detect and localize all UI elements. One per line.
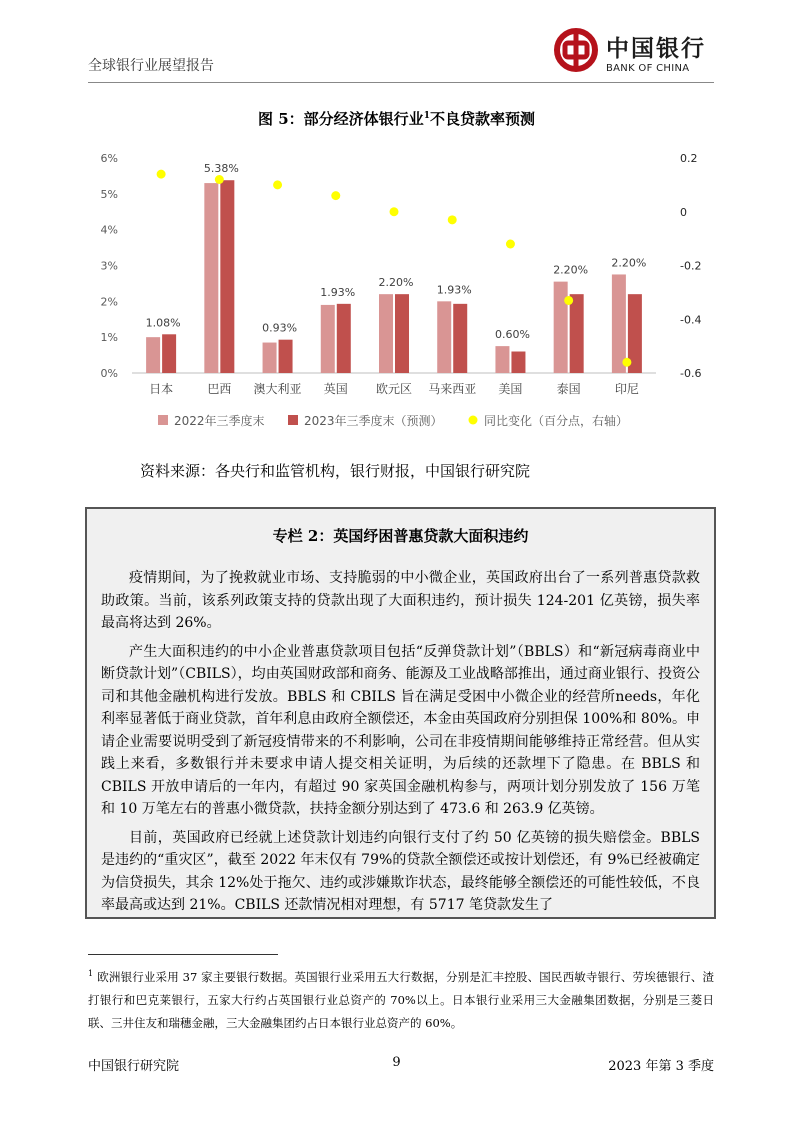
bar-2022q3: [379, 294, 393, 373]
bar-2023q3-forecast: [162, 334, 176, 373]
yoy-change-point: [273, 180, 282, 189]
right-axis-tick-label: -0.4: [680, 313, 702, 327]
figure-source: 资料来源：各央行和监管机构，银行财报，中国银行研究院: [140, 462, 531, 480]
bar-data-label: 2.20%: [611, 256, 647, 270]
category-tick-label: 印尼: [614, 382, 639, 396]
bar-2023q3-forecast: [337, 304, 351, 373]
legend-label: 同比变化（百分点，右轴）: [484, 414, 629, 428]
bar-2023q3-forecast: [511, 352, 525, 374]
legend-swatch: [158, 415, 168, 425]
left-axis-tick-label: 0%: [100, 367, 118, 380]
category-tick-label: 马来西亚: [428, 382, 477, 396]
column-paragraph: 产生大面积违约的中小企业普惠贷款项目包括“反弹贷款计划”（BBLS）和“新冠病毒商业中断贷款计划”（CBILS），均由英国财政部和商务、能源及工业战略部推出，通过商业银行、投资公司和其他金融机构进行发放。BBLS 和 CBILS 旨在满足受困中小微企业的经营所needs，年化利率显著低于商业贷款，首年利息由政府全额偿还，本金由英国政府分别担保 100%和 80%。申请企业需要说明受到了新冠疫情带来的不利影响，公司在非疫情期间能够维持正常经营。但从实践上来看，多数银行并未要求申请人提交相关证明，为后续的还款埋下了隐患。在 BBLS 和 CBILS 开放申请后的一年内，有超过 90 家英国金融机构参与，两项计划分别发放了 156 万笔和 10 万笔左右的普惠小微贷款，扶持金额分别达到了 473.6 和 263.9 亿英镑。: [101, 643, 700, 817]
bar-2022q3: [263, 343, 277, 373]
bar-data-label: 1.08%: [145, 316, 181, 330]
column-paragraph: 疫情期间，为了挽救就业市场、支持脆弱的中小微企业，英国政府出台了一系列普惠贷款救助政策。当前，该系列政策支持的贷款出现了大面积违约，预计损失 124-201 亿英镑，损失率最高将达到 26%。: [101, 570, 700, 631]
left-axis-tick-label: 3%: [100, 259, 118, 273]
bar-data-label: 0.93%: [262, 321, 298, 335]
bar-2022q3: [321, 305, 335, 373]
footer-publisher: 中国银行研究院: [88, 1059, 180, 1074]
legend-marker-yoy: [469, 416, 478, 425]
bar-2022q3: [495, 346, 509, 373]
bar-data-label: 2.20%: [553, 263, 589, 277]
category-tick-label: 美国: [498, 382, 523, 396]
bar-2023q3-forecast: [453, 304, 467, 373]
category-tick-label: 欧元区: [375, 382, 413, 396]
bar-2022q3: [204, 183, 218, 373]
yoy-change-point: [622, 358, 631, 367]
footnote: [88, 962, 714, 1035]
yoy-change-point: [506, 240, 515, 249]
left-axis-tick-label: 5%: [100, 187, 118, 201]
bar-data-label: 2.20%: [378, 276, 414, 290]
page-number: 9: [392, 1055, 401, 1070]
npl-ratio-chart: [88, 140, 728, 440]
footer-period: 2023 年第 3 季度: [608, 1059, 714, 1074]
category-tick-label: 巴西: [207, 382, 232, 396]
yoy-change-point: [564, 296, 573, 305]
bar-data-label: 5.38%: [203, 162, 239, 176]
figure-title-main: 图 5：部分经济体银行业: [258, 110, 424, 128]
bar-2022q3: [146, 337, 160, 373]
column-paragraph: 目前，英国政府已经就上述贷款计划违约向银行支付了约 50 亿英镑的损失赔偿金。BBLS 是违约的“重灾区”，截至 2022 年末仅有 79%的贷款全额偿还或按计划偿还，有 9%已经被确定为信贷损失，其余 12%处于拖欠、违约或涉嫌欺诈状态，最终能够全额偿还的可能性较低，不良率最高或达到 21%。CBILS 还款情况相对理想，有 5717 笔贷款发生了: [101, 829, 700, 913]
footnote-text: 欧洲银行业采用 37 家主要银行数据。英国银行业采用五大行数据，分别是汇丰控股、国民西敏寺银行、劳埃德银行、渣打银行和巴克莱银行，五家大行约占英国银行业总资产的 70%以上。日本银行业采用三大金融集团数据，分别是三菱日联、三井住友和瑞穗金融，三大金融集团约占日本银行业总资产的 60%。: [88, 969, 714, 1030]
left-axis-tick-label: 2%: [100, 295, 118, 309]
column-box: [85, 507, 716, 919]
right-axis-tick-label: -0.6: [680, 367, 702, 380]
right-axis-tick-label: -0.2: [680, 259, 702, 273]
bar-2023q3-forecast: [570, 294, 584, 373]
logo-chinese-text: 中国银行: [606, 35, 706, 62]
logo-english-text: BANK OF CHINA: [606, 63, 690, 74]
figure-title: [0, 108, 793, 129]
figure-title-rest: 不良贷款率预测: [429, 110, 535, 128]
category-tick-label: 泰国: [556, 382, 581, 396]
bar-data-label: 0.60%: [494, 328, 530, 342]
footnote-divider: [88, 954, 278, 955]
yoy-change-point: [215, 175, 224, 184]
footnote-mark: 1: [88, 969, 94, 978]
category-tick-label: 英国: [323, 382, 348, 396]
yoy-change-point: [157, 170, 166, 179]
header-divider: [88, 82, 714, 83]
left-axis-tick-label: 6%: [100, 152, 118, 165]
bar-2023q3-forecast: [279, 340, 293, 373]
report-title: 全球银行业展望报告: [88, 58, 214, 74]
column-body: [101, 567, 700, 919]
left-axis-tick-label: 4%: [100, 223, 118, 237]
bar-data-label: 1.93%: [320, 285, 356, 299]
yoy-change-point: [448, 215, 457, 224]
left-axis-tick-label: 1%: [100, 331, 118, 345]
category-tick-label: 澳大利亚: [253, 382, 302, 396]
legend-swatch: [288, 415, 298, 425]
bar-2022q3: [554, 282, 568, 373]
bar-2022q3: [612, 274, 626, 373]
legend-label: 2023年三季度末（预测）: [304, 414, 443, 428]
bar-data-label: 1.93%: [436, 283, 472, 297]
bank-of-china-logo-icon: [553, 27, 599, 73]
bar-2022q3: [437, 301, 451, 373]
category-tick-label: 日本: [149, 382, 174, 396]
right-axis-tick-label: 0.2: [680, 152, 698, 165]
bar-2023q3-forecast: [220, 180, 234, 373]
figure-title-footnote-mark: 1: [423, 111, 430, 121]
column-title: 专栏 2：英国纾困普惠贷款大面积违约: [272, 527, 529, 545]
bar-2023q3-forecast: [395, 294, 409, 373]
legend-label: 2022年三季度末: [174, 414, 265, 428]
yoy-change-point: [331, 191, 340, 200]
yoy-change-point: [390, 207, 399, 216]
right-axis-tick-label: 0: [680, 205, 687, 219]
